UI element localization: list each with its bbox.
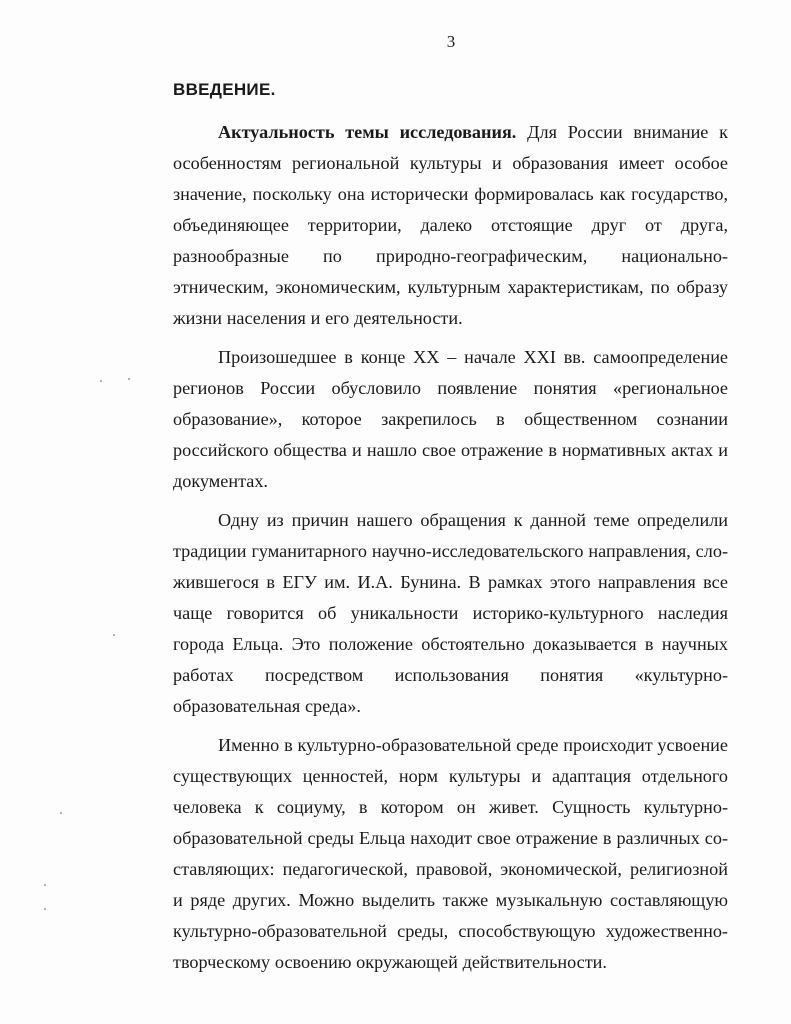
page-number: 3 [446, 32, 456, 51]
scan-speck [44, 908, 46, 910]
section-heading: ВВЕДЕНИЕ. [173, 80, 276, 99]
paragraph-text: Одну из причин нашего обращения к данной теме определили традиции гуманитарного научно-исследовательского направления, сложившегося в ЕГУ им. И.А. Бунина. В рамках этого направления все чаще говорится об уникальности историко-культурного наследия города Ельца. Это положение обстоятельно доказывается в научных работах посредством использования понятия «культурно-образовательная среда». [173, 510, 728, 716]
paragraph-self-determination [173, 342, 728, 497]
paragraph-relevance [173, 117, 728, 334]
scan-speck [60, 812, 62, 814]
paragraph-research-tradition [173, 505, 728, 722]
paragraph-educational-environment [173, 730, 728, 978]
scan-speck [113, 634, 115, 636]
scan-speck [44, 884, 46, 886]
paragraph-text: Именно в культурно-образовательной среде происходит усвоение существующих ценностей, норм культуры и адаптация отдельного человека к социуму, в котором он живет. Сущность культурно-образовательной среды Ельца находит свое отражение в различных составляющих: педагогической, правовой, экономической, религиозной и ряде других. Можно выделить также музыкальную составляющую культурно-образовательной среды, способствующую художественно-творческому освоению окружающей действительности. [173, 735, 728, 972]
scan-speck [100, 380, 102, 382]
body-text [173, 117, 728, 986]
paragraph-text: Произошедшее в конце XX – начале XXI вв. самоопределение регионов России обусловило появление понятия «региональное образование», которое закрепилось в общественном сознании российского общества и нашло свое отражение в нормативных актах и документах. [173, 347, 728, 491]
paragraph-text: Для России внимание к особенностям региональной культуры и образования имеет особое значение, поскольку она исторически формировалась как государство, объединяющее территории, далеко отстоящие друг от друга, разнообразные по природно-географическим, национально-этническим, экономическим, культурным характеристикам, по образу жизни населения и его деятельности. [173, 122, 728, 328]
paragraph-lead: Актуальность темы исследования. [218, 122, 517, 142]
scan-speck [128, 378, 130, 380]
